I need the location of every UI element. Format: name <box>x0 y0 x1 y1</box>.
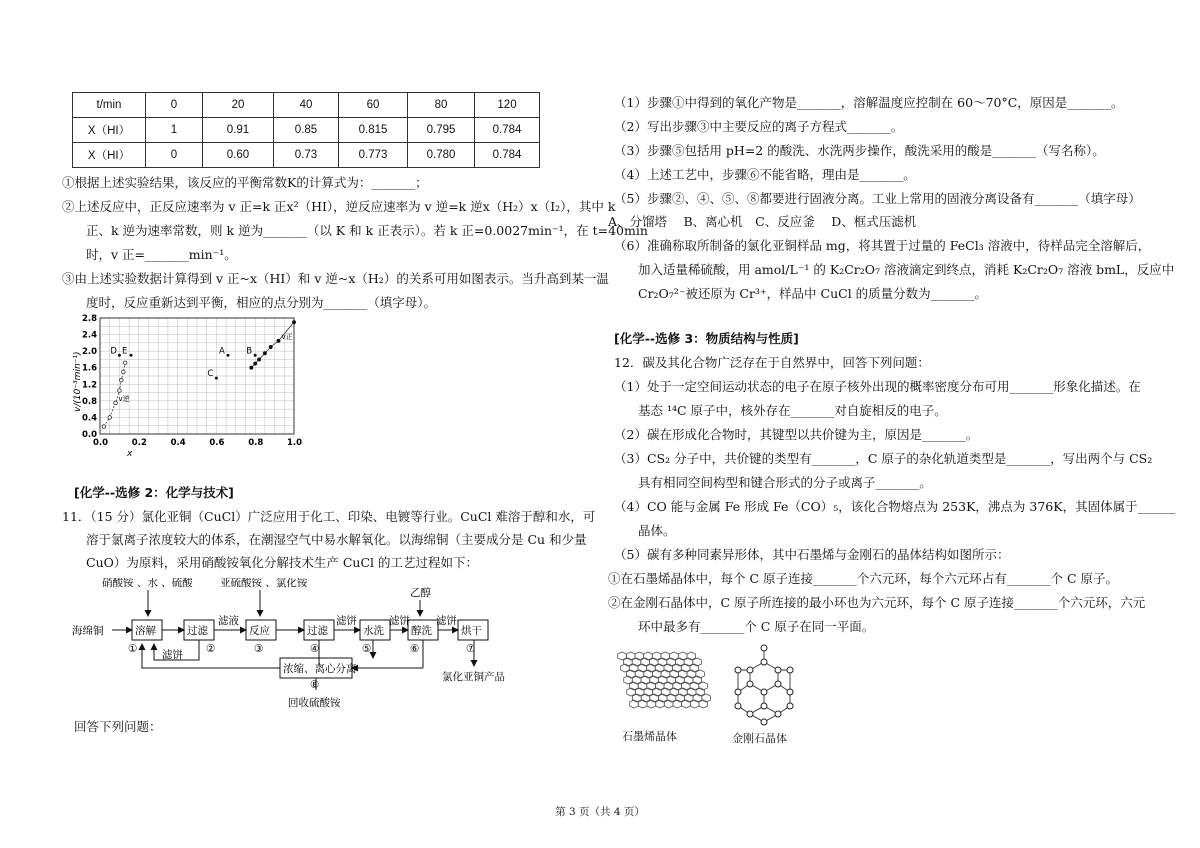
hex-ring <box>690 664 699 672</box>
step-box-label: 浓缩、离心分离 <box>283 663 357 675</box>
hex-ring <box>678 652 687 660</box>
question-text: 度时，反应重新达到平衡，相应的点分别为_______（填字母）。 <box>86 295 437 310</box>
arrow-label: 滤饼 <box>336 615 357 627</box>
hex-ring <box>670 670 679 678</box>
section-heading: [化学--选修 2：化学与技术] <box>74 485 234 500</box>
question-text: 具有相同空间构型和键合形式的分子或离子_______。 <box>638 475 932 490</box>
hex-ring <box>627 670 636 678</box>
y-tick-label: 2.8 <box>82 314 98 324</box>
hex-ring <box>676 694 685 702</box>
question-text: （2）写出步骤③中主要反应的离子方程式_______。 <box>614 119 904 134</box>
question-text: 环中最多有_______个 C 原子在同一平面。 <box>638 619 875 634</box>
hex-ring <box>676 658 685 666</box>
question-text: 晶体。 <box>638 523 676 538</box>
hex-ring <box>641 676 650 684</box>
y-tick-label: 2.0 <box>82 347 98 358</box>
hex-ring <box>630 682 639 690</box>
question-text: 时，v 正=_______min⁻¹。 <box>86 247 237 262</box>
x-tick-label: 1.0 <box>287 438 303 448</box>
hex-ring <box>682 700 691 708</box>
hex-ring <box>661 670 670 678</box>
hex-ring <box>618 652 627 660</box>
table-cell: 1 <box>146 118 203 143</box>
x-axis-label: x <box>127 449 133 459</box>
hex-ring <box>693 658 702 666</box>
hex-ring <box>664 682 673 690</box>
table-cell: 0.795 <box>408 118 475 143</box>
hex-ring <box>673 682 682 690</box>
data-point <box>118 389 122 393</box>
arrow-label: 滤液 <box>218 615 239 627</box>
hex-ring <box>656 682 665 690</box>
y-tick-label: 0.4 <box>82 413 98 424</box>
data-point <box>257 358 260 361</box>
hex-ring <box>653 688 662 696</box>
y-tick-label: 2.4 <box>82 330 98 341</box>
table-cell: 40 <box>274 93 339 118</box>
question-text: ②上述反应中，正反应速率为 v 正=k 正x²（HI），逆反应速率为 v 逆=k 逆x（H₂）x（I₂），其中 k <box>62 199 616 214</box>
question-text: Cr₂O₇²⁻被还原为 Cr³⁺，样品中 CuCl 的质量分数为_______。 <box>638 286 987 301</box>
step-box-label: 水洗 <box>363 625 384 637</box>
hex-ring <box>635 670 644 678</box>
hex-ring <box>702 694 711 702</box>
hex-ring <box>693 694 702 702</box>
step-number: ⑥ <box>410 643 420 655</box>
step-number: ⑤ <box>362 643 372 655</box>
question-text: 回答下列问题： <box>74 719 162 734</box>
table-cell: 0 <box>146 143 203 168</box>
hex-ring <box>693 676 702 684</box>
question-text: ③由上述实验数据计算得到 v 正~x（HI）和 v 逆~x（H₂）的关系可用如图表示。当升高到某一温 <box>62 271 609 286</box>
x-tick-label: 0.6 <box>209 438 225 448</box>
hex-ring <box>650 658 659 666</box>
hex-ring <box>682 682 691 690</box>
data-point <box>121 370 125 374</box>
table-cell: 0.73 <box>274 143 339 168</box>
input-label: 海绵铜 <box>72 625 104 637</box>
hex-ring <box>661 652 670 660</box>
labeled-point <box>130 354 133 357</box>
hex-ring <box>690 682 699 690</box>
page-footer: 第 3 页（共 4 页） <box>555 806 645 818</box>
table-cell: 0.773 <box>339 143 408 168</box>
y-tick-label: 1.2 <box>82 380 98 391</box>
step-number: ① <box>128 643 138 655</box>
hex-ring <box>699 682 708 690</box>
hex-ring <box>656 700 665 708</box>
arrow-label: 滤饼 <box>389 615 410 627</box>
table-cell: 0 <box>146 93 203 118</box>
hex-ring <box>635 652 644 660</box>
hex-ring <box>684 658 693 666</box>
hex-ring <box>687 652 696 660</box>
section-heading: [化学--选修 3：物质结构与性质] <box>614 331 799 346</box>
hex-ring <box>673 664 682 672</box>
table-row <box>73 93 540 118</box>
question-text: （3）CS₂ 分子中，共价键的类型有_______，C 原子的杂化轨道类型是_______，写出两个与 CS₂ <box>614 451 1153 466</box>
hex-ring <box>621 664 630 672</box>
x-tick-label: 0.2 <box>131 438 147 448</box>
hex-ring <box>673 700 682 708</box>
hex-ring <box>687 688 696 696</box>
arrow-label: 滤饼 <box>436 615 457 627</box>
hex-ring <box>696 688 705 696</box>
table-cell: X（HI） <box>73 143 146 168</box>
y-tick-label: 1.6 <box>82 363 98 374</box>
data-point <box>254 362 257 365</box>
arrow-label: 滤饼 <box>162 649 183 661</box>
hex-ring <box>670 652 679 660</box>
table-cell: 0.815 <box>339 118 408 143</box>
question-text: （3）步骤⑤包括用 pH=2 的酸洗、水洗两步操作，酸洗采用的酸是_______（写名称）。 <box>614 143 1105 158</box>
series-label: v逆 <box>118 394 130 403</box>
point-label: D <box>110 346 117 357</box>
hex-ring <box>679 670 688 678</box>
step-number: ⑧ <box>310 679 320 691</box>
hex-ring <box>632 676 641 684</box>
question-text: （1）处于一定空间运动状态的电子在原子核外出现的概率密度分布可用_______形象化描述。在 <box>614 379 1141 394</box>
hex-ring <box>633 694 642 702</box>
data-point <box>292 321 295 324</box>
labeled-point <box>215 377 218 380</box>
question-text: 溶于氯离子浓度较大的体系，在潮湿空气中易水解氧化。以海绵铜（主要成分是 Cu 和少量 <box>86 532 587 547</box>
hex-ring <box>644 670 653 678</box>
hex-ring <box>638 682 647 690</box>
table-cell: 0.91 <box>203 118 274 143</box>
hex-ring <box>670 688 679 696</box>
hex-ring <box>627 688 636 696</box>
process-flowchart <box>62 578 522 714</box>
hex-ring <box>647 700 656 708</box>
table-cell: t/min <box>73 93 146 118</box>
step-box-label: 反应 <box>249 625 270 637</box>
table-cell: 60 <box>339 93 408 118</box>
y-axis-label: v/(10⁻³min⁻¹) <box>73 351 83 412</box>
hex-ring <box>632 658 641 666</box>
answer-options: A、分馏塔 B、离心机 C、反应釜 D、框式压滤机 <box>608 214 917 229</box>
step-number: ② <box>206 643 216 655</box>
question-text: （6）准确称取所制备的氯化亚铜样品 mg，将其置于过量的 FeCl₃ 溶液中，待样品完全溶解后， <box>614 238 1151 253</box>
question-text: ②在金刚石晶体中，C 原子所连接的最小环也为六元环，每个 C 原子连接_______个六元环，六元 <box>608 595 1146 610</box>
labeled-point <box>118 354 121 357</box>
question-text: （1）步骤①中得到的氧化产物是_______，溶解温度应控制在 60～70°C，原因是_______。 <box>614 95 1124 110</box>
question-text: 加入适量稀硫酸，用 amol/L⁻¹ 的 K₂Cr₂O₇ 溶液滴定到终点，消耗 K₂Cr₂O₇ 溶液 bmL，反应中 <box>638 262 1175 277</box>
hex-ring <box>687 670 696 678</box>
hex-ring <box>667 676 676 684</box>
question-text: （2）碳在形成化合物时，其键型以共价键为主，原因是_______。 <box>614 427 979 442</box>
hex-ring <box>629 664 638 672</box>
question-text: 11．（15 分）氯化亚铜（CuCl）广泛应用于化工、印染、电镀等行业。CuCl 难溶于醇和水，可 <box>62 509 596 524</box>
hex-ring <box>681 664 690 672</box>
hex-ring <box>641 658 650 666</box>
table-cell: 0.784 <box>475 143 540 168</box>
labeled-point <box>254 354 257 357</box>
hex-ring <box>661 688 670 696</box>
hex-ring <box>664 700 673 708</box>
table-cell: 120 <box>475 93 540 118</box>
step-number: ⑦ <box>466 643 476 655</box>
hex-ring <box>690 700 699 708</box>
image-caption: 石墨烯晶体 <box>622 730 677 743</box>
question-text: CuO）为原料，采用硝酸铵氧化分解技术生产 CuCl 的工艺过程如下： <box>86 555 478 570</box>
data-point <box>120 378 124 382</box>
hex-ring <box>667 694 676 702</box>
diamond-structure-image <box>724 640 804 730</box>
graphene-structure-image <box>614 650 714 726</box>
y-tick-label: 0.0 <box>82 430 98 440</box>
rate-chart <box>70 312 320 460</box>
data-table <box>72 92 540 168</box>
hex-ring <box>630 700 639 708</box>
feed-label: 硝酸铵 、水 、硫酸 <box>102 578 193 589</box>
hex-ring <box>699 700 708 708</box>
hex-ring <box>685 694 694 702</box>
image-caption: 金刚石晶体 <box>732 732 787 745</box>
step-number: ④ <box>310 643 320 655</box>
hex-ring <box>655 664 664 672</box>
x-tick-label: 0.8 <box>248 438 264 448</box>
y-tick-label: 0.8 <box>82 396 98 407</box>
data-point <box>123 361 127 365</box>
table-cell: 0.780 <box>408 143 475 168</box>
feed-label: 乙醇 <box>410 587 431 599</box>
data-point <box>102 425 106 429</box>
point-label: C <box>207 369 214 380</box>
hex-ring <box>644 652 653 660</box>
hex-ring <box>650 694 659 702</box>
step-box-label: 溶解 <box>135 625 156 637</box>
hex-ring <box>653 670 662 678</box>
question-text: （4）上述工艺中，步骤⑥不能省略，理由是_______。 <box>614 167 916 182</box>
product-label: 氯化亚铜产品 <box>442 671 505 683</box>
hex-ring <box>624 676 633 684</box>
point-label: E <box>122 346 128 357</box>
data-point <box>114 401 118 405</box>
question-text: ①根据上述实验结果，该反应的平衡常数K的计算式为：_______； <box>62 175 428 190</box>
recycle-label: 回收硫酸铵 <box>288 697 341 709</box>
hex-ring <box>638 700 647 708</box>
point-label: B <box>246 346 253 357</box>
data-point <box>277 339 280 342</box>
hex-ring <box>647 682 656 690</box>
table-cell: 20 <box>203 93 274 118</box>
question-text: ①在石墨烯晶体中，每个 C 原子连接_______个六元环，每个六元环占有_______个 C 原子。 <box>608 571 1119 586</box>
table-cell: 0.85 <box>274 118 339 143</box>
hex-ring <box>658 658 667 666</box>
hex-ring <box>664 664 673 672</box>
hex-ring <box>641 694 650 702</box>
labeled-point <box>227 354 230 357</box>
table-cell: 80 <box>408 93 475 118</box>
question-text: （5）步骤②、④、⑤、⑧都要进行固液分离。工业上常用的固液分离设备有_______（填字母） <box>614 191 1141 206</box>
data-point <box>108 416 112 420</box>
hex-ring <box>667 658 676 666</box>
hex-ring <box>652 652 661 660</box>
step-box-label: 烘干 <box>461 625 482 637</box>
data-point <box>263 352 266 355</box>
point-label: A <box>219 346 225 357</box>
table-row <box>73 118 540 143</box>
data-point <box>269 345 272 348</box>
hex-ring <box>658 676 667 684</box>
hex-ring <box>650 676 659 684</box>
hex-ring <box>676 676 685 684</box>
question-text: （4）CO 能与金属 Fe 形成 Fe（CO）₅，该化合物熔点为 253K，沸点为 376K，其固体属于______ <box>614 499 1176 514</box>
x-tick-label: 0.4 <box>170 438 186 448</box>
series-label: v正 <box>281 332 293 341</box>
table-cell: 0.784 <box>475 118 540 143</box>
question-text: 12．碳及其化合物广泛存在于自然界中，回答下列问题： <box>614 355 930 370</box>
hex-ring <box>647 664 656 672</box>
table-row <box>73 143 540 168</box>
hex-ring <box>626 652 635 660</box>
x-tick-label: 0.0 <box>93 438 109 448</box>
feed-label: 亚硫酸铵 、氯化铵 <box>220 578 308 589</box>
question-text: 正、k 逆为速率常数，则 k 逆为_______（以 K 和 k 正表示）。若 k 正=0.0027min⁻¹，在 t=40min <box>86 223 648 238</box>
hex-ring <box>638 664 647 672</box>
step-box-label: 过滤 <box>307 625 328 637</box>
step-box-label: 醇洗 <box>411 625 432 637</box>
hex-ring <box>696 670 705 678</box>
data-point <box>250 366 253 369</box>
hex-ring <box>684 676 693 684</box>
series-line <box>251 322 294 368</box>
table-cell: X（HI） <box>73 118 146 143</box>
step-box-label: 过滤 <box>187 625 208 637</box>
hex-ring <box>624 658 633 666</box>
question-text: 基态 ¹⁴C 原子中，核外存在_______对自旋相反的电子。 <box>638 403 947 418</box>
hex-ring <box>644 688 653 696</box>
hex-ring <box>635 688 644 696</box>
step-number: ③ <box>254 643 264 655</box>
table-cell: 0.60 <box>203 143 274 168</box>
hex-ring <box>679 688 688 696</box>
hex-ring <box>659 694 668 702</box>
question-text: （5）碳有多种同素异形体，其中石墨烯与金刚石的晶体结构如图所示： <box>614 547 1010 562</box>
